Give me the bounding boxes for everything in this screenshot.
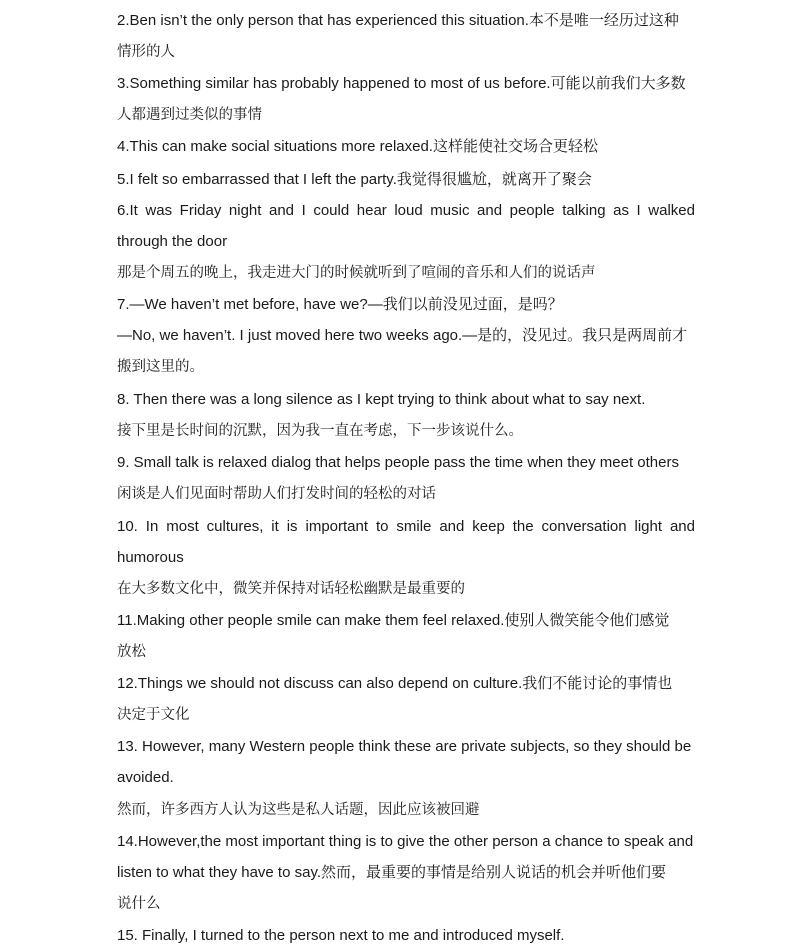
text-line-item6-c: 那是个周五的晚上，我走进大门的时候就听到了喧闹的音乐和人们的说话声 bbox=[117, 265, 596, 281]
text-line-item4: 4.This can make social situations more relaxed.这样能使社交场合更轻松 bbox=[117, 138, 598, 155]
text-line-item8-b: 接下里是长时间的沉默，因为我一直在考虑，下一步该说什么。 bbox=[117, 423, 523, 439]
text-line-item11-a: 11.Making other people smile can make them feel relaxed.使别人微笑能令他们感觉 bbox=[117, 612, 670, 629]
text-line-item6-b: through the door bbox=[117, 233, 228, 250]
text-line-item13-c: 然而，许多西方人认为这些是私人话题，因此应该被回避 bbox=[117, 802, 480, 818]
text-line-item2-a: 2.Ben isn’t the only person that has experienced this situation.本不是唯一经历过这种 bbox=[117, 12, 679, 29]
text-line-item9-a: 9. Small talk is relaxed dialog that helps people pass the time when they meet others bbox=[117, 454, 679, 471]
text-line-item13-a: 13. However, many Western people think these are private subjects, so they should be bbox=[117, 738, 692, 755]
text-line-item9-b: 闲谈是人们见面时帮助人们打发时间的轻松的对话 bbox=[117, 486, 436, 502]
text-line-item5: 5.I felt so embarrassed that I left the party.我觉得很尴尬，就离开了聚会 bbox=[117, 171, 592, 188]
text-line-item3-b: 人都遇到过类似的事情 bbox=[117, 107, 262, 123]
text-line-item15: 15. Finally, I turned to the person next to me and introduced myself. bbox=[117, 927, 565, 944]
text-line-item3-a: 3.Something similar has probably happened to most of us before.可能以前我们大多数 bbox=[117, 75, 686, 92]
text-line-item10-b: humorous bbox=[117, 549, 184, 566]
text-line-item14-b: listen to what they have to say.然而，最重要的事情是给别人说话的机会并听他们要 bbox=[117, 864, 667, 881]
text-line-item2-b: 情形的人 bbox=[117, 44, 175, 60]
text-line-item12-b: 决定于文化 bbox=[117, 707, 190, 723]
text-line-item14-a: 14.However,the most important thing is to give the other person a chance to speak and bbox=[117, 833, 694, 850]
text-line-item13-b: avoided. bbox=[117, 769, 174, 786]
text-line-item7-c: 搬到这里的。 bbox=[117, 359, 204, 375]
text-line-item11-b: 放松 bbox=[117, 644, 146, 660]
text-line-item6-a: 6.It was Friday night and I could hear loud music and people talking as I walked bbox=[117, 202, 695, 219]
text-line-item12-a: 12.Things we should not discuss can also depend on culture.我们不能讨论的事情也 bbox=[117, 675, 673, 692]
text-line-item10-c: 在大多数文化中，微笑并保持对话轻松幽默是最重要的 bbox=[117, 581, 465, 597]
text-line-item10-a: 10. In most cultures, it is important to smile and keep the conversation light and bbox=[117, 518, 695, 535]
text-line-item7-b: —No, we haven’t. I just moved here two weeks ago.—是的，没见过。我只是两周前才 bbox=[117, 327, 688, 344]
text-line-item14-c: 说什么 bbox=[117, 896, 161, 912]
text-line-item7-a: 7.—We haven’t met before, have we?—我们以前没见过面，是吗？ bbox=[117, 296, 563, 313]
text-line-item8-a: 8. Then there was a long silence as I kept trying to think about what to say next. bbox=[117, 391, 646, 408]
